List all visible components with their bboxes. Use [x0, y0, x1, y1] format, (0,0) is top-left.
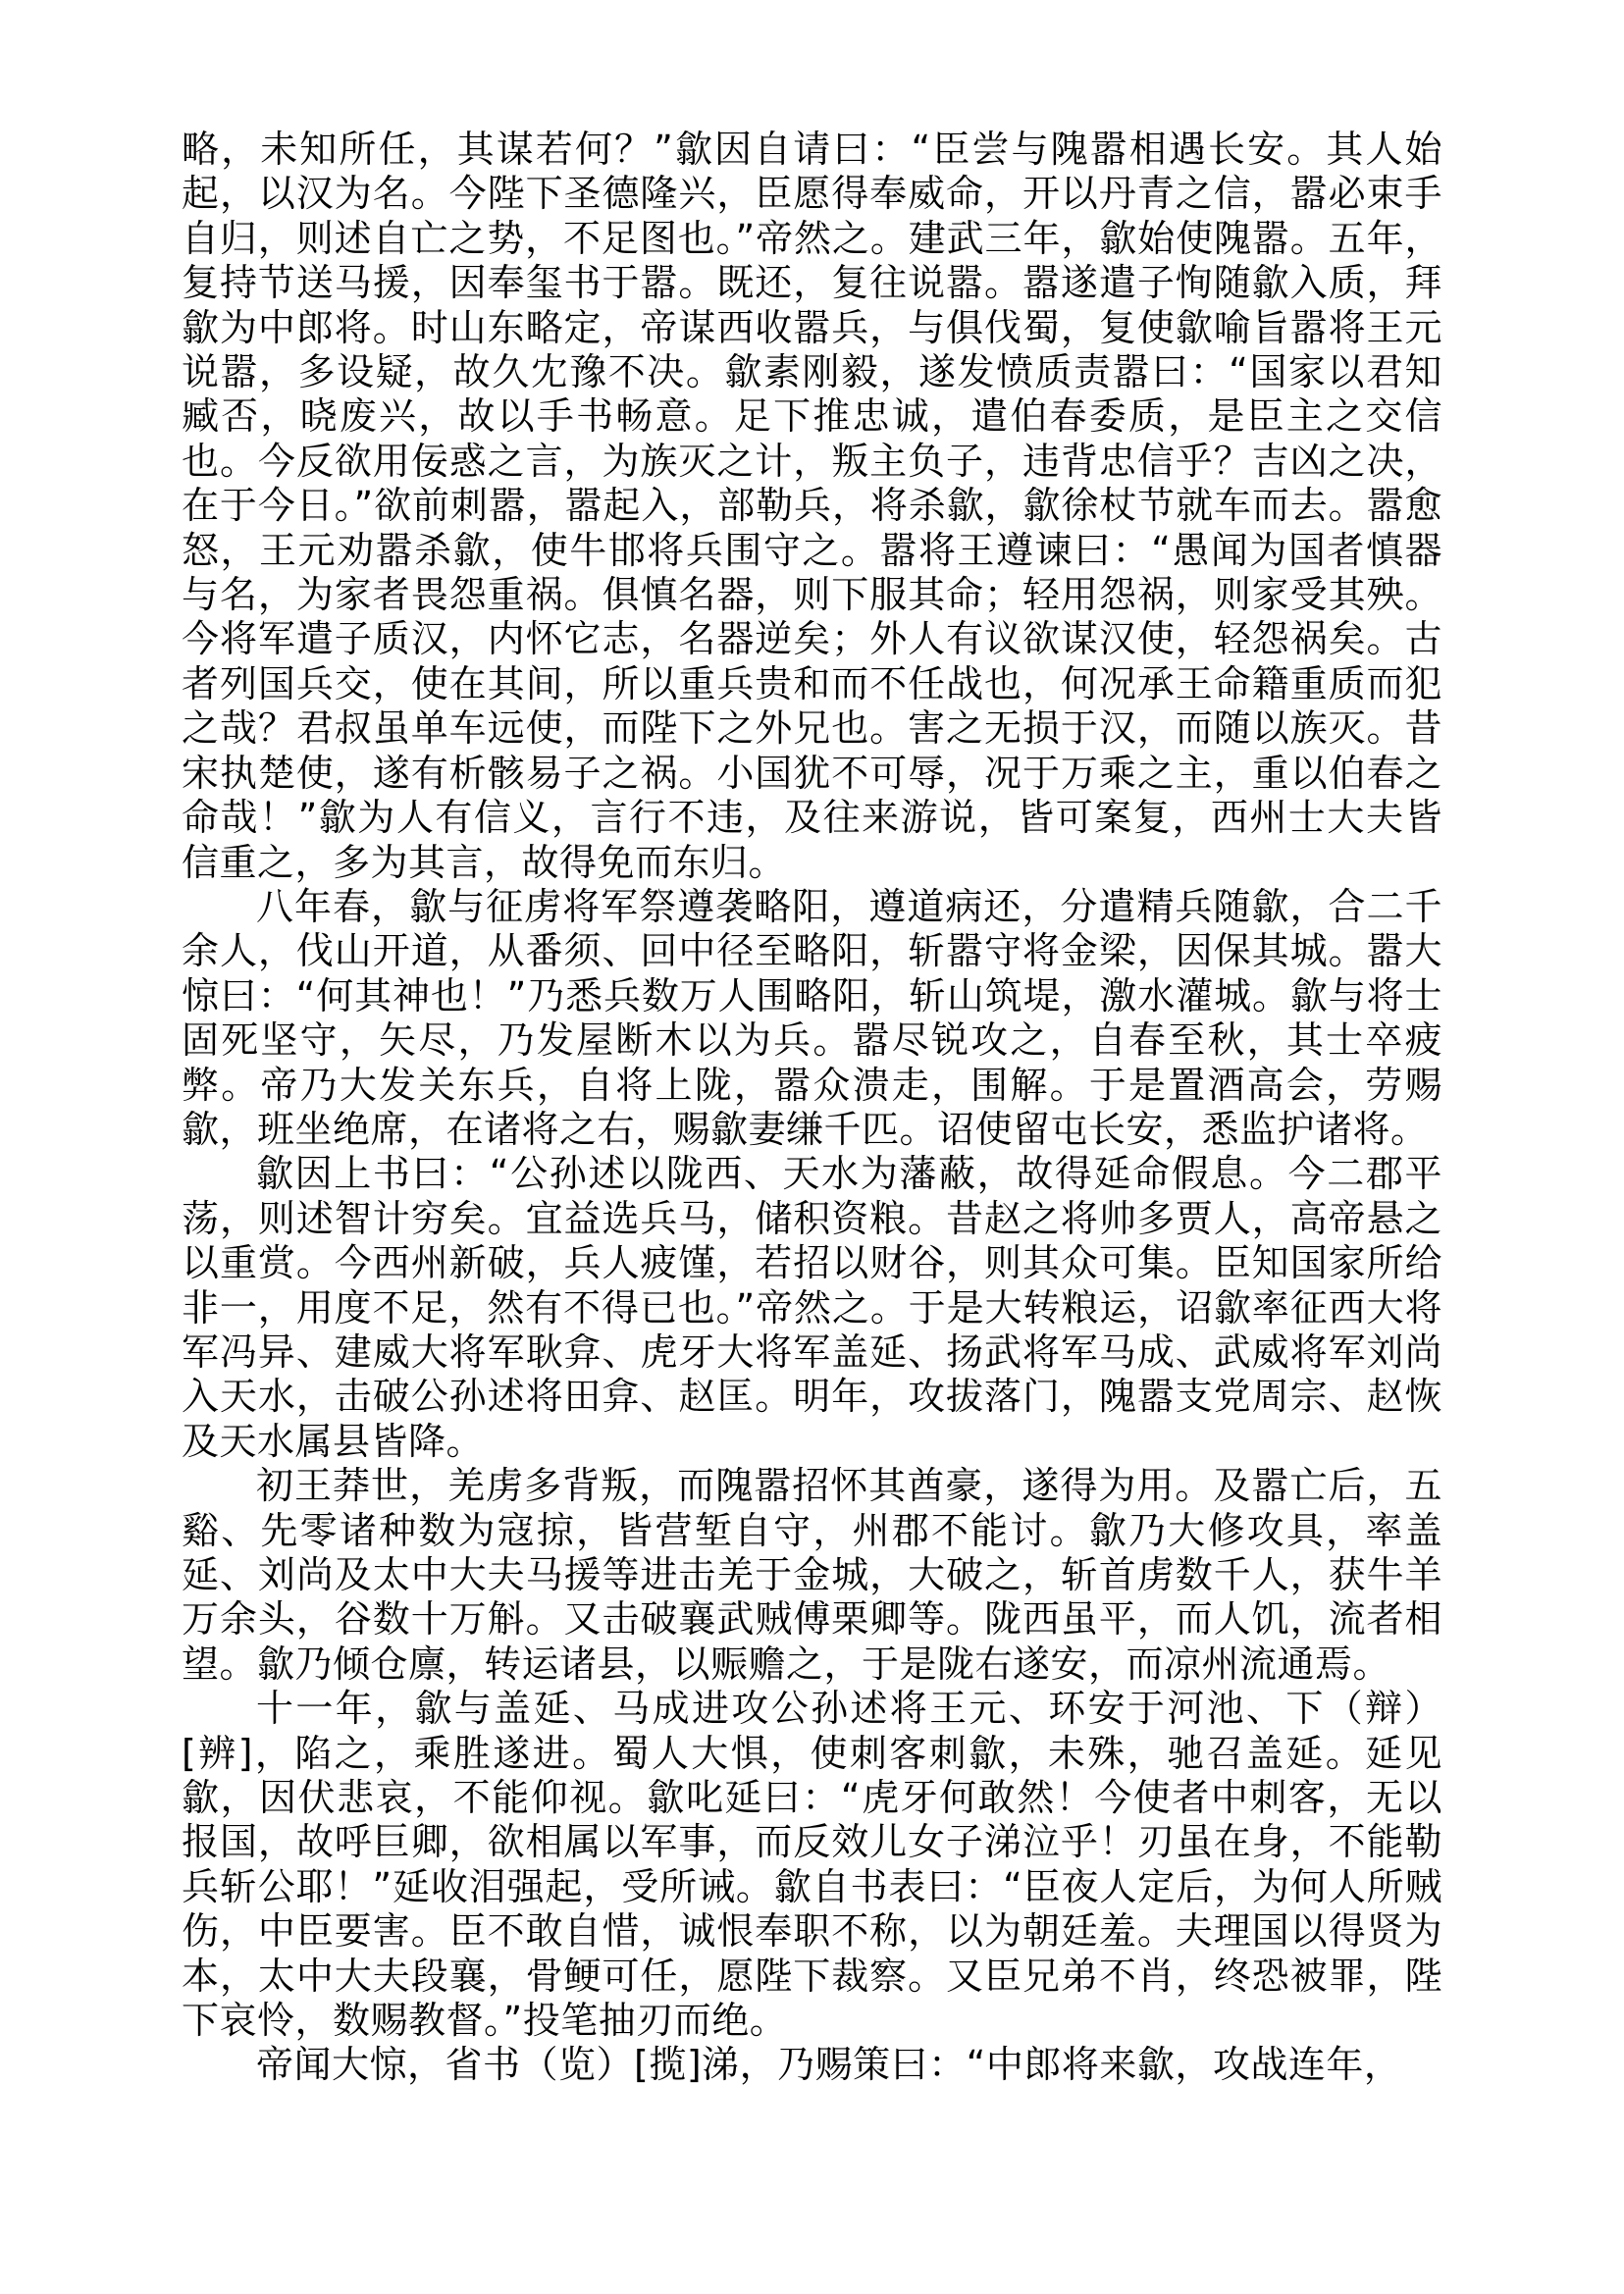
paragraph-continuation: 略，未知所任，其谋若何？”歙因自请曰：“臣尝与隗嚣相遇长安。其人始起，以汉为名。今陛下圣德隆兴，臣愿得奉威命，开以丹青之信，嚣必束手自归，则述自亡之势，不足图也。”帝然之。建武三年，歙始使隗嚣。五年，复持节送马援，因奉玺书于嚣。既还，复往说嚣。嚣遂遣子恂随歙入质，拜歙为中郎将。时山东略定，帝谋西收嚣兵，与俱伐蜀，复使歙喻旨嚣将王元说嚣，多设疑，故久冘豫不决。歙素刚毅，遂发愤质责嚣曰：“国家以君知臧否，晓废兴，故以手书畅意。足下推忠诚，遣伯春委质，是臣主之交信也。今反欲用佞惑之言，为族灭之计，叛主负子，违背忠信乎？吉凶之决，在于今日。”欲前刺嚣，嚣起入，部勒兵，将杀歙，歙徐杖节就车而去。嚣愈怒，王元劝嚣杀歙，使牛邯将兵围守之。嚣将王遵谏曰：“愚闻为国者慎器与名，为家者畏怨重祸。俱慎名器，则下服其命；轻用怨祸，则家受其殃。今将军遣子质汉，内怀它志，名器逆矣；外人有议欲谋汉使，轻怨祸矣。古者列国兵交，使在其间，所以重兵贵和而不任战也，何况承王命籍重质而犯之哉？君叔虽单车远使，而陛下之外兄也。害之无损于汉，而随以族灭。昔宋执楚使，遂有析骸易子之祸。小国犹不可辱，况于万乘之主，重以伯春之命哉！”歙为人有信义，言行不违，及往来游说，皆可案复，西州士大夫皆信重之，多为其言，故得免而东归。 — [182, 128, 1442, 884]
paragraph: 十一年，歙与盖延、马成进攻公孙述将王元、环安于河池、下（辩）[辨]，陷之，乘胜遂进。蜀人大惧，使刺客刺歙，未殊，驰召盖延。延见歙，因伏悲哀，不能仰视。歙叱延曰：“虎牙何敢然！今使者中刺客，无以报国，故呼巨卿，欲相属以军事，而反效儿女子涕泣乎！刃虽在身，不能勒兵斩公耶！”延收泪强起，受所诫。歙自书表曰：“臣夜人定后，为何人所贼伤，中臣要害。臣不敢自惜，诚恨奉职不称，以为朝廷羞。夫理国以得贤为本，太中大夫段襄，骨鲠可任，愿陛下裁察。又臣兄弟不肖，终恐被罪，陛下哀怜，数赐教督。”投笔抽刃而绝。 — [182, 1687, 1442, 2043]
paragraph: 八年春，歙与征虏将军祭遵袭略阳，遵道病还，分遣精兵随歙，合二千余人，伐山开道，从番须、回中径至略阳，斩嚣守将金梁，因保其城。嚣大惊曰：“何其神也！”乃悉兵数万人围略阳，斩山筑堤，激水灌城。歙与将士固死坚守，矢尽，乃发屋断木以为兵。嚣尽锐攻之，自春至秋，其士卒疲弊。帝乃大发关东兵，自将上陇，嚣众溃走，围解。于是置酒高会，劳赐歙，班坐绝席，在诸将之右，赐歙妻缣千匹。诏使留屯长安，悉监护诸将。 — [182, 884, 1442, 1151]
text-content — [182, 128, 1442, 2088]
paragraph: 歙因上书曰：“公孙述以陇西、天水为藩蔽，故得延命假息。今二郡平荡，则述智计穷矣。宜益选兵马，储积资粮。昔赵之将帅多贾人，高帝悬之以重赏。今西州新破，兵人疲馑，若招以财谷，则其众可集。臣知国家所给非一，用度不足，然有不得已也。”帝然之。于是大转粮运，诏歙率征西大将军冯异、建威大将军耿弇、虎牙大将军盖延、扬武将军马成、武威将军刘尚入天水，击破公孙述将田弇、赵匡。明年，攻拔落门，隗嚣支党周宗、赵恢及天水属县皆降。 — [182, 1152, 1442, 1463]
paragraph-last: 帝闻大惊，省书（览）[揽]涕，乃赐策曰：“中郎将来歙，攻战连年， — [256, 2043, 1402, 2087]
paragraph: 初王莽世，羌虏多背叛，而隗嚣招怀其酋豪，遂得为用。及嚣亡后，五谿、先零诸种数为寇掠，皆营堑自守，州郡不能讨。歙乃大修攻具，率盖延、刘尚及太中大夫马援等进击羌于金城，大破之，斩首虏数千人，获牛羊万余头，谷数十万斛。又击破襄武贼傅栗卿等。陇西虽平，而人饥，流者相望。歙乃倾仓廪，转运诸县，以赈赡之，于是陇右遂安，而凉州流通焉。 — [182, 1464, 1442, 1686]
